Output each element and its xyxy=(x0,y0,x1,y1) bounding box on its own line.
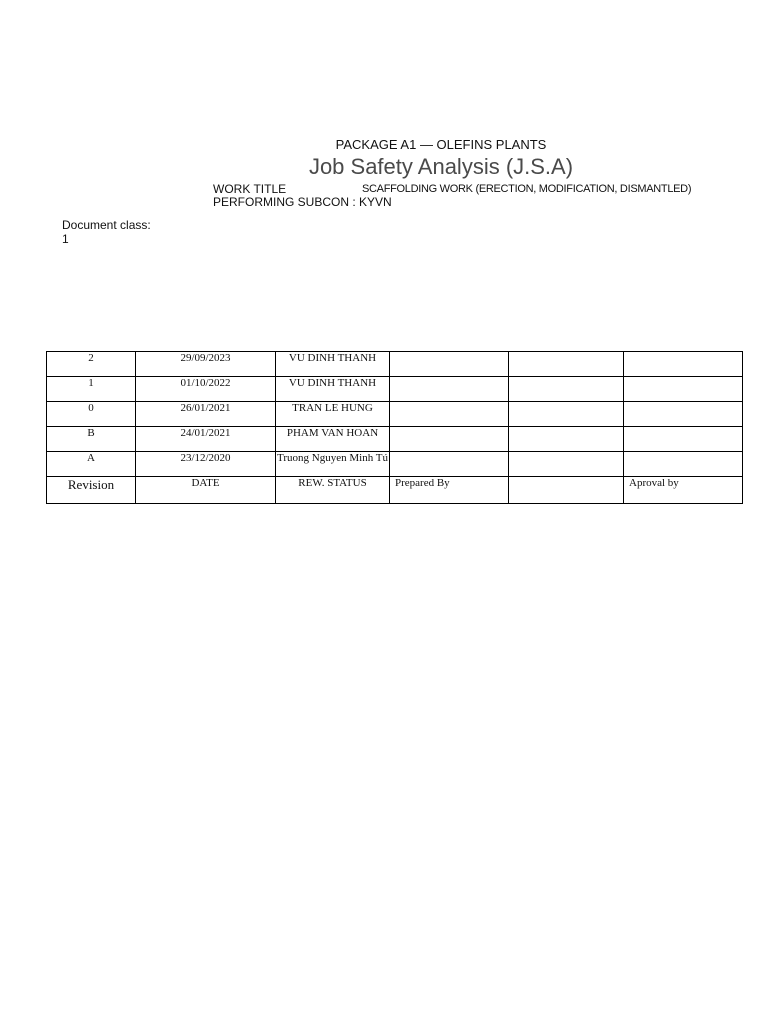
blank-cell xyxy=(509,352,624,377)
date-cell: 01/10/2022 xyxy=(136,377,276,402)
revision-cell: 1 xyxy=(47,377,136,402)
approval-cell xyxy=(624,352,743,377)
table-row xyxy=(47,452,743,477)
prepared-by-cell xyxy=(390,352,509,377)
prepared-by-cell xyxy=(390,427,509,452)
approval-header: Aproval by xyxy=(624,477,743,504)
blank-cell xyxy=(509,452,624,477)
document-class-label: Document class: xyxy=(62,218,151,232)
blank-cell xyxy=(509,402,624,427)
prepared-by-cell xyxy=(390,377,509,402)
table-row xyxy=(47,402,743,427)
table-row xyxy=(47,377,743,402)
table-row xyxy=(47,352,743,377)
status-cell: VU DINH THANH xyxy=(276,352,390,377)
approval-cell xyxy=(624,402,743,427)
status-cell: VU DINH THANH xyxy=(276,377,390,402)
revision-cell: B xyxy=(47,427,136,452)
table-header-row xyxy=(47,477,743,504)
revision-cell: A xyxy=(47,452,136,477)
status-cell: TRAN LE HUNG xyxy=(276,402,390,427)
table-row xyxy=(47,427,743,452)
date-header: DATE xyxy=(136,477,276,504)
document-title: Job Safety Analysis (J.S.A) xyxy=(308,154,574,179)
prepared-by-cell xyxy=(390,402,509,427)
blank-cell xyxy=(509,377,624,402)
approval-cell xyxy=(624,377,743,402)
date-cell: 23/12/2020 xyxy=(136,452,276,477)
date-cell: 24/01/2021 xyxy=(136,427,276,452)
revision-header: Revision xyxy=(47,477,136,504)
revision-cell: 0 xyxy=(47,402,136,427)
performing-subcon: PERFORMING SUBCON : KYVN xyxy=(213,195,392,209)
blank-header xyxy=(509,477,624,504)
document-class-value: 1 xyxy=(62,232,69,246)
work-title-label: WORK TITLE xyxy=(213,182,287,196)
status-cell: PHAM VAN HOAN xyxy=(276,427,390,452)
date-cell: 29/09/2023 xyxy=(136,352,276,377)
revision-cell: 2 xyxy=(47,352,136,377)
status-cell: Truong Nguyen Minh Tú xyxy=(276,452,390,477)
status-header: REW. STATUS xyxy=(276,477,390,504)
approval-cell xyxy=(624,452,743,477)
work-title-value: SCAFFOLDING WORK (ERECTION, MODIFICATION, DISMANTLED) xyxy=(362,183,692,195)
prepared-by-cell xyxy=(390,452,509,477)
approval-cell xyxy=(624,427,743,452)
revision-table xyxy=(46,351,743,504)
prepared-by-header: Prepared By xyxy=(390,477,509,504)
date-cell: 26/01/2021 xyxy=(136,402,276,427)
package-heading: PACKAGE A1 — OLEFINS PLANTS xyxy=(335,137,547,152)
blank-cell xyxy=(509,427,624,452)
